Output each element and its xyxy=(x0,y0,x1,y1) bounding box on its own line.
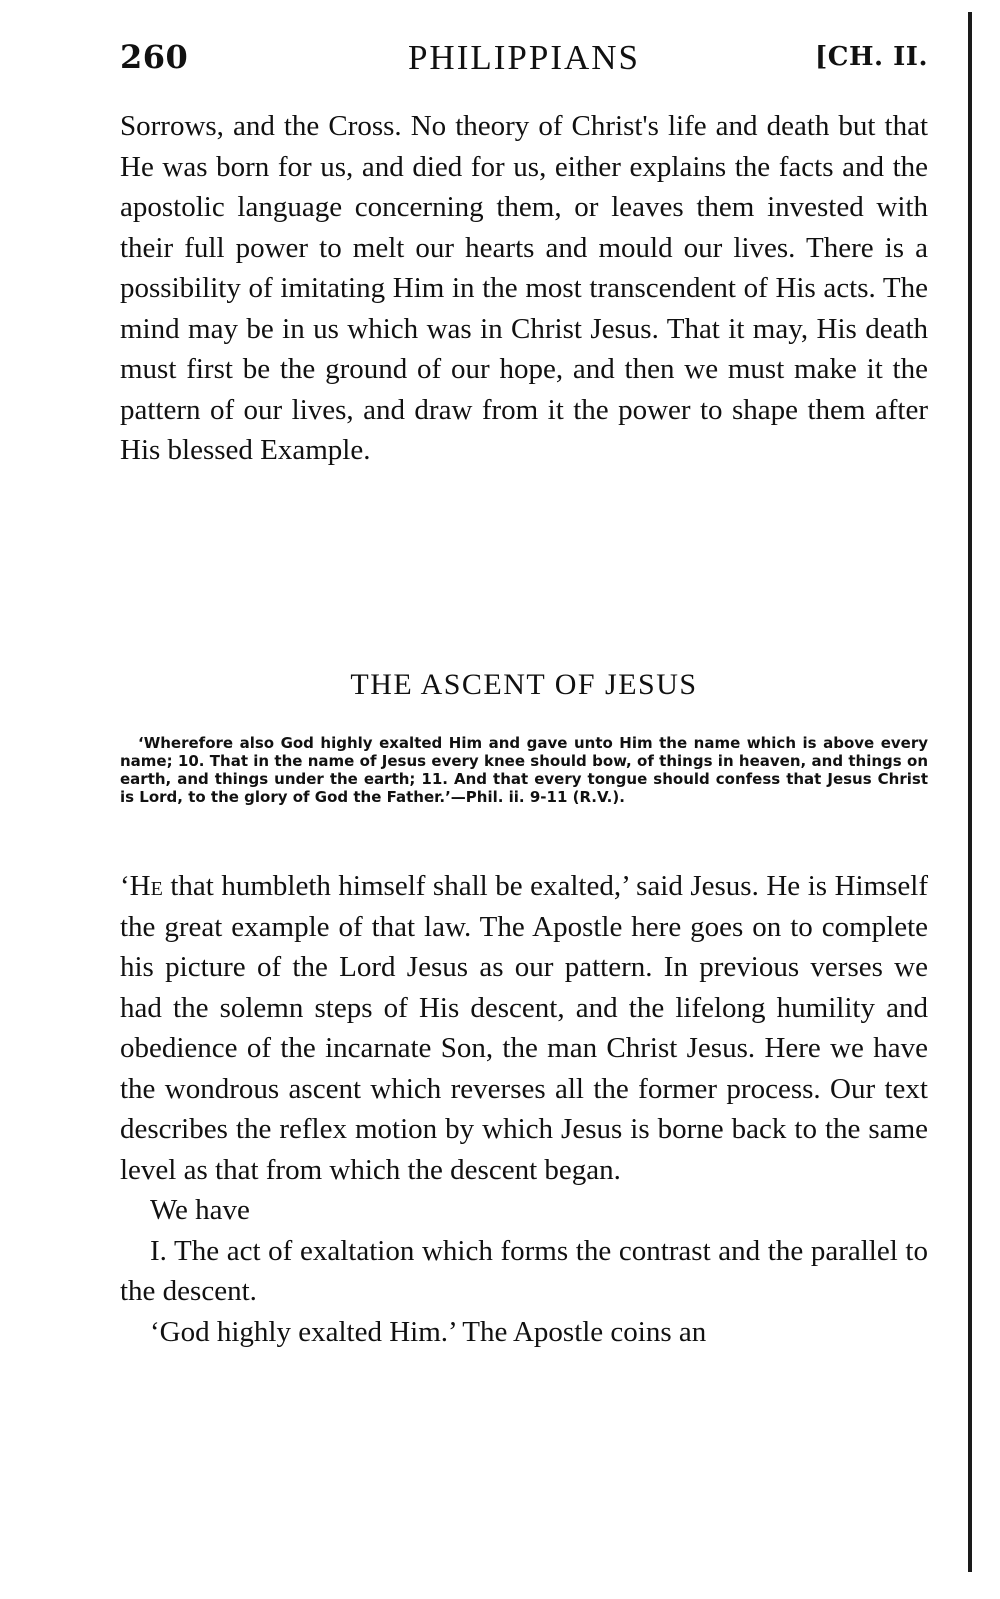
opening-word: ‘He xyxy=(120,870,163,902)
opening-paragraph xyxy=(120,866,928,1190)
point-one-heading: I. The act of exaltation which forms the contrast and the parallel to the descent. xyxy=(120,1234,928,1307)
scripture-epigraph: ‘Wherefore also God highly exalted Him and gave unto Him the name which is above every name; 10. That in the name of Jesus every knee should bow, of things in heaven, and things on earth, and things under the earth; 11. And that every tongue should confess that Jesus Christ is Lord, to the glory of God the Father.’—Phil. ii. 9-11 (R.V.). xyxy=(120,734,928,806)
chapter-reference: [CH. II. xyxy=(814,42,928,72)
continuation-text-block xyxy=(120,106,928,471)
point-one-text: ‘God highly exalted Him.’ The Apostle coins an xyxy=(150,1315,707,1348)
running-head xyxy=(120,38,928,82)
book-title: PHILIPPIANS xyxy=(407,38,641,77)
continuation-paragraph: Sorrows, and the Cross. No theory of Christ's life and death but that He was born for us, and died for us, either explains the facts and the apostolic language concerning them, or leaves them invested with their full power to melt our hearts and mould our lives. There is a possibility of imitating Him in the most transcendent of His acts. The mind may be in us which was in Christ Jesus. That it may, His death must first be the ground of our hope, and then we must make it the pattern of our lives, and draw from it the power to shape them after His blessed Example. xyxy=(120,110,928,466)
section-title: THE ASCENT OF JESUS xyxy=(350,668,698,701)
opening-paragraph-text: that humbleth himself shall be exalted,’ said Jesus. He is Himself the great example of that law. The Apostle here goes on to complete his picture of the Lord Jesus as our pattern. In previous verses we had the solemn steps of His descent, and the lifelong humility and obedience of the incarnate Son, the man Christ Jesus. Here we have the wondrous ascent which reverses all the former process. Our text describes the reflex motion by which Jesus is borne back to the same level as that from which the descent began. xyxy=(120,870,928,1186)
page-number: 260 xyxy=(120,38,189,76)
we-have-line: We have xyxy=(150,1194,250,1226)
page-edge-line xyxy=(968,12,972,1572)
sermon-body xyxy=(120,866,928,1352)
